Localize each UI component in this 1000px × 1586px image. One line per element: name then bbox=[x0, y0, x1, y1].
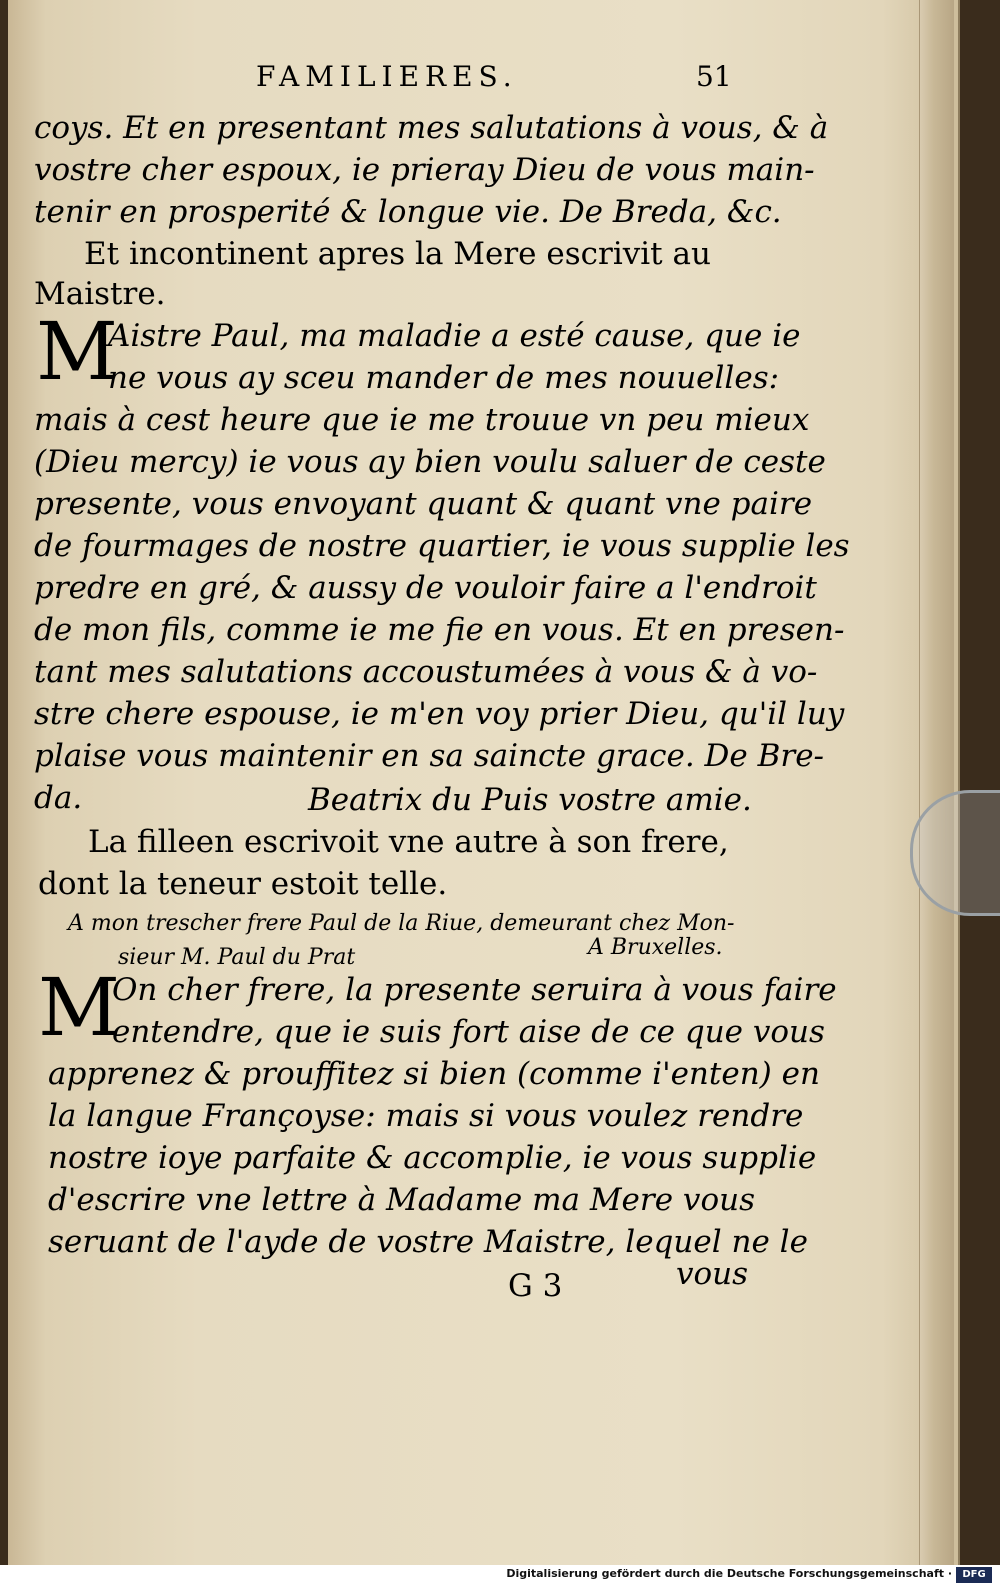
text-line: apprenez & prouffitez si bien (comme i'enten) en bbox=[48, 1056, 820, 1092]
text-line: nostre ioye parfaite & accomplie, ie vous supplie bbox=[48, 1140, 817, 1176]
address-line: sieur M. Paul du Prat bbox=[118, 945, 356, 970]
page-number: 51 bbox=[696, 60, 732, 93]
signature-mark: G 3 bbox=[508, 1268, 563, 1304]
dfg-logo-icon: DFG bbox=[956, 1567, 992, 1583]
text-line: d'escrire vne lettre à Madame ma Mere vous bbox=[48, 1182, 755, 1218]
address-line: A mon trescher frere Paul de la Riue, demeurant chez Mon- bbox=[68, 911, 735, 936]
text-line: ne vous ay sceu mander de mes nouuelles: bbox=[108, 360, 780, 396]
text-line: plaise vous maintenir en sa saincte grace. De Bre- bbox=[34, 738, 825, 774]
footer-bar bbox=[0, 1565, 1000, 1586]
text-line: predre en gré, & aussy de vouloir faire a l'endroit bbox=[34, 570, 817, 606]
drop-cap: M bbox=[36, 305, 118, 398]
text-line: mais à cest heure que ie me trouue vn peu mieux bbox=[34, 402, 810, 438]
text-line: Aistre Paul, ma maladie a esté cause, que ie bbox=[108, 318, 801, 354]
text-line: dont la teneur estoit telle. bbox=[38, 866, 448, 902]
text-line: presente, vous envoyant quant & quant vne paire bbox=[34, 486, 813, 522]
text-line: tenir en prosperité & longue vie. De Breda, &c. bbox=[34, 194, 782, 230]
text-line: tant mes salutations accoustumées à vous & à vo- bbox=[34, 654, 818, 690]
book-page bbox=[8, 0, 960, 1565]
page-header bbox=[256, 60, 756, 100]
text-line: On cher frere, la presente seruira à vous faire bbox=[112, 972, 837, 1008]
running-head: FAMILIERES. bbox=[256, 60, 518, 93]
text-line: Et incontinent apres la Mere escrivit au bbox=[84, 236, 711, 272]
letter-signature: Beatrix du Puis vostre amie. bbox=[308, 782, 752, 818]
text-line: de fourmages de nostre quartier, ie vous supplie les bbox=[34, 528, 850, 564]
text-line: de mon fils, comme ie me fie en vous. Et en presen- bbox=[34, 612, 845, 648]
text-line: vostre cher espoux, ie prieray Dieu de vous main- bbox=[34, 152, 815, 188]
text-line: Maistre. bbox=[34, 276, 166, 312]
text-line: entendre, que ie suis fort aise de ce que vous bbox=[112, 1014, 825, 1050]
text-line: seruant de l'ayde de vostre Maistre, lequel ne le bbox=[48, 1224, 808, 1260]
text-line: coys. Et en presentant mes salutations à vous, & à bbox=[34, 110, 829, 146]
address-line: A Bruxelles. bbox=[588, 935, 723, 960]
funding-credit: Digitalisierung gefördert durch die Deutsche Forschungsgemeinschaft · bbox=[506, 1567, 952, 1580]
text-line: da. bbox=[34, 780, 83, 816]
text-line: stre chere espouse, ie m'en voy prier Dieu, qu'il luy bbox=[34, 696, 845, 732]
text-line: La filleen escrivoit vne autre à son frere, bbox=[88, 824, 729, 860]
page-edge bbox=[919, 0, 954, 1565]
text-line: la langue Françoyse: mais si vous voulez rendre bbox=[48, 1098, 804, 1134]
drop-cap: M bbox=[38, 961, 120, 1054]
catchword: vous bbox=[676, 1256, 749, 1292]
text-line: (Dieu mercy) ie vous ay bien voulu saluer de ceste bbox=[34, 444, 826, 480]
